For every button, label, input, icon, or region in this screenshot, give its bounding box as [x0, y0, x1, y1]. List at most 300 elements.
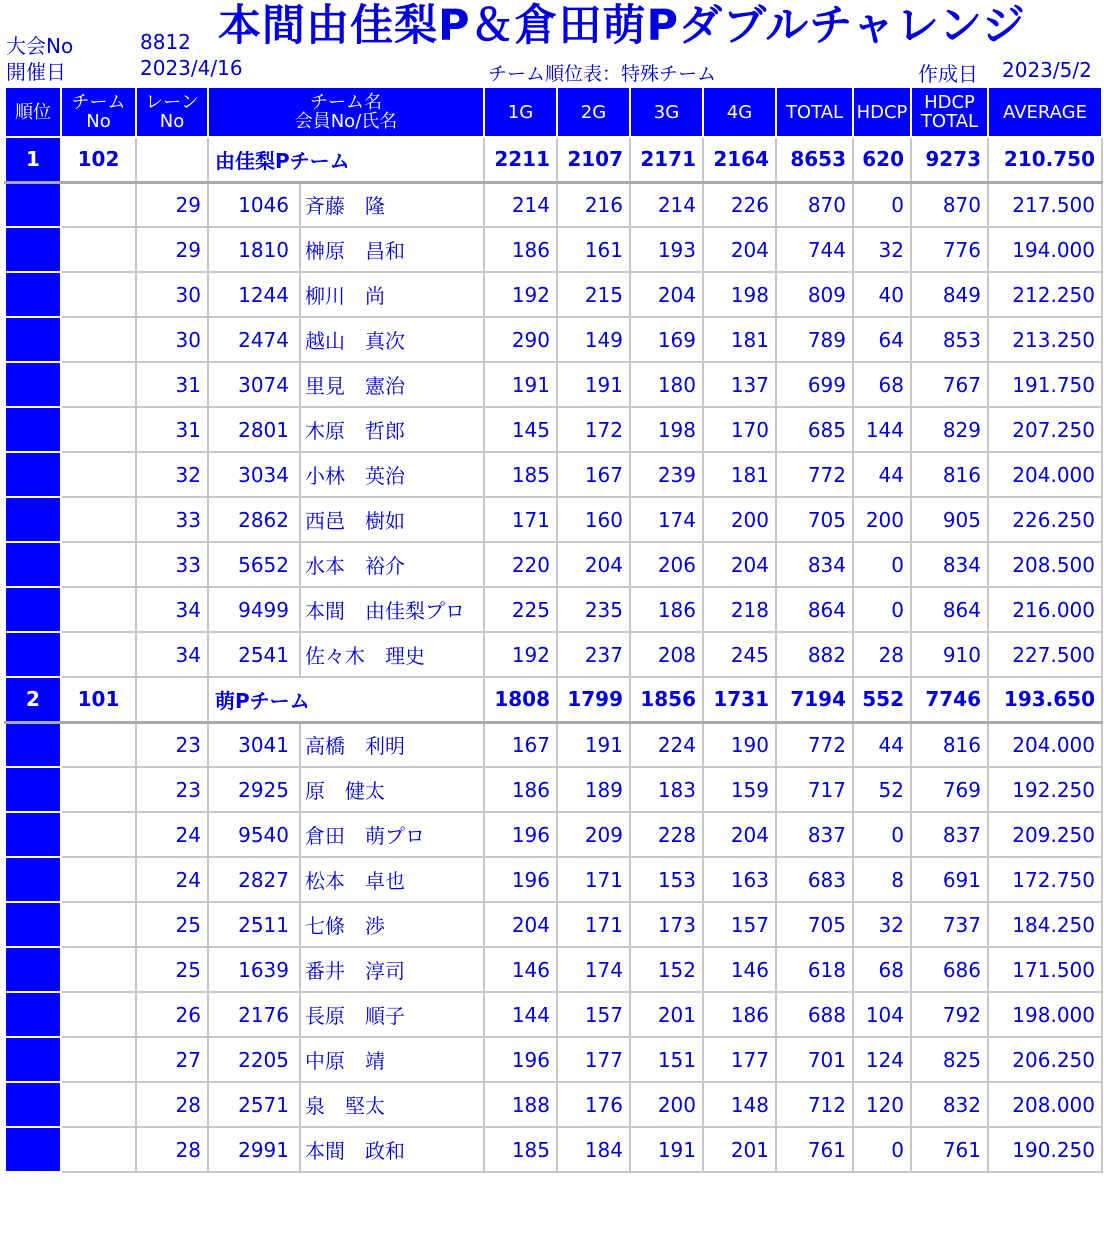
member-no-cell: 2862: [208, 497, 300, 542]
rank-cell: [5, 632, 61, 677]
lane-cell: 29: [136, 227, 208, 272]
average-cell: 226.250: [988, 497, 1102, 542]
team-no-cell: [61, 497, 136, 542]
total-cell: 834: [776, 542, 853, 587]
hdcp-cell: 32: [853, 902, 911, 947]
hdcp-cell: 32: [853, 227, 911, 272]
hdcp-cell: 144: [853, 407, 911, 452]
member-name-cell: 斉藤 隆: [300, 182, 484, 227]
total-cell: 809: [776, 272, 853, 317]
lane-cell: 25: [136, 902, 208, 947]
g3-cell: 191: [630, 1127, 703, 1172]
member-row: [5, 407, 1102, 452]
lane-cell: 24: [136, 812, 208, 857]
col-total: TOTAL: [776, 87, 853, 137]
member-no-cell: 2474: [208, 317, 300, 362]
hdcp-total-cell: 816: [911, 452, 988, 497]
rank-cell: [5, 227, 61, 272]
lane-cell: 28: [136, 1082, 208, 1127]
average-cell: 192.250: [988, 767, 1102, 812]
col-lane-no: レーン No: [136, 87, 208, 137]
g3-cell: 224: [630, 722, 703, 767]
member-no-cell: 1810: [208, 227, 300, 272]
member-name-cell: 水本 裕介: [300, 542, 484, 587]
standings-table: [4, 86, 1103, 1173]
lane-cell: 23: [136, 767, 208, 812]
member-name-cell: 里見 憲治: [300, 362, 484, 407]
g4-cell: 190: [703, 722, 776, 767]
member-row: [5, 452, 1102, 497]
hdcp-cell: 52: [853, 767, 911, 812]
g3-cell: 239: [630, 452, 703, 497]
member-name-cell: 越山 真次: [300, 317, 484, 362]
standings-body: [5, 137, 1102, 1172]
rank-cell: [5, 272, 61, 317]
member-name-cell: 倉田 萌プロ: [300, 812, 484, 857]
col-rank: 順位: [5, 87, 61, 137]
hdcp-total-cell: 761: [911, 1127, 988, 1172]
total-cell: 882: [776, 632, 853, 677]
g2-cell: 176: [557, 1082, 630, 1127]
average-cell: 204.000: [988, 452, 1102, 497]
team-no-cell: [61, 362, 136, 407]
hdcp-cell: 40: [853, 272, 911, 317]
col-hdcp: HDCP: [853, 87, 911, 137]
g4-cell: 157: [703, 902, 776, 947]
average-cell: 172.750: [988, 857, 1102, 902]
member-name-cell: 原 健太: [300, 767, 484, 812]
rank-cell: [5, 587, 61, 632]
team-no-cell: [61, 632, 136, 677]
team-no-cell: [61, 542, 136, 587]
member-no-cell: 3041: [208, 722, 300, 767]
g3-cell: 153: [630, 857, 703, 902]
member-name-cell: 中原 靖: [300, 1037, 484, 1082]
average-cell: 207.250: [988, 407, 1102, 452]
g1-cell: 185: [484, 452, 557, 497]
member-no-cell: 5652: [208, 542, 300, 587]
g4-cell: 200: [703, 497, 776, 542]
team-no-cell: [61, 182, 136, 227]
rank-cell: 1: [5, 137, 61, 182]
average-cell: 227.500: [988, 632, 1102, 677]
date-label: 開催日: [6, 60, 66, 84]
total-cell: 789: [776, 317, 853, 362]
page-title: 本間由佳梨P＆倉田萌Pダブルチャレンジ: [218, 1, 1026, 51]
g2-cell: 171: [557, 857, 630, 902]
col-g3: 3G: [630, 87, 703, 137]
hdcp-total-cell: 853: [911, 317, 988, 362]
rank-cell: [5, 542, 61, 587]
member-name-cell: 長原 順子: [300, 992, 484, 1037]
g2-cell: 191: [557, 362, 630, 407]
team-no-cell: [61, 722, 136, 767]
g4-cell: 245: [703, 632, 776, 677]
g4-cell: 159: [703, 767, 776, 812]
total-cell: 705: [776, 497, 853, 542]
g4-cell: 186: [703, 992, 776, 1037]
g1-cell: 167: [484, 722, 557, 767]
lane-cell: 31: [136, 362, 208, 407]
member-name-cell: 柳川 尚: [300, 272, 484, 317]
g1-cell: 225: [484, 587, 557, 632]
g3-cell: 186: [630, 587, 703, 632]
g3-cell: 173: [630, 902, 703, 947]
team-no-cell: [61, 1037, 136, 1082]
total-cell: 618: [776, 947, 853, 992]
g1-cell: 192: [484, 632, 557, 677]
member-row: [5, 227, 1102, 272]
hdcp-total-cell: 816: [911, 722, 988, 767]
g3-cell: 200: [630, 1082, 703, 1127]
col-g1: 1G: [484, 87, 557, 137]
member-no-cell: 2801: [208, 407, 300, 452]
member-row: [5, 767, 1102, 812]
hdcp-total-cell: 834: [911, 542, 988, 587]
g1-cell: 1808: [484, 677, 557, 722]
col-hdcp-total: HDCP TOTAL: [911, 87, 988, 137]
g2-cell: 157: [557, 992, 630, 1037]
g3-cell: 152: [630, 947, 703, 992]
lane-cell: 31: [136, 407, 208, 452]
team-no-cell: [61, 857, 136, 902]
hdcp-total-cell: 686: [911, 947, 988, 992]
total-cell: 870: [776, 182, 853, 227]
rank-cell: [5, 182, 61, 227]
g4-cell: 181: [703, 452, 776, 497]
hdcp-cell: 68: [853, 947, 911, 992]
member-name-cell: 松本 卓也: [300, 857, 484, 902]
hdcp-cell: 68: [853, 362, 911, 407]
total-cell: 685: [776, 407, 853, 452]
team-name-cell: 由佳梨Pチーム: [208, 137, 484, 182]
member-name-cell: 小林 英治: [300, 452, 484, 497]
hdcp-cell: 124: [853, 1037, 911, 1082]
total-cell: 837: [776, 812, 853, 857]
hdcp-total-cell: 837: [911, 812, 988, 857]
rank-cell: [5, 362, 61, 407]
g2-cell: 174: [557, 947, 630, 992]
g1-cell: 196: [484, 857, 557, 902]
subtitle: チーム順位表：特殊チーム: [488, 63, 717, 85]
member-name-cell: 番井 淳司: [300, 947, 484, 992]
hdcp-total-cell: 9273: [911, 137, 988, 182]
lane-cell: 24: [136, 857, 208, 902]
lane-cell: [136, 677, 208, 722]
g2-cell: 215: [557, 272, 630, 317]
col-g2: 2G: [557, 87, 630, 137]
g4-cell: 163: [703, 857, 776, 902]
rank-cell: [5, 497, 61, 542]
g2-cell: 235: [557, 587, 630, 632]
member-row: [5, 857, 1102, 902]
member-name-cell: 七條 渉: [300, 902, 484, 947]
member-row: [5, 947, 1102, 992]
member-no-cell: 2827: [208, 857, 300, 902]
member-row: [5, 1127, 1102, 1172]
g1-cell: 214: [484, 182, 557, 227]
hdcp-total-cell: 910: [911, 632, 988, 677]
g2-cell: 167: [557, 452, 630, 497]
team-no-cell: [61, 902, 136, 947]
g3-cell: 208: [630, 632, 703, 677]
g2-cell: 216: [557, 182, 630, 227]
g2-cell: 177: [557, 1037, 630, 1082]
g1-cell: 186: [484, 227, 557, 272]
team-no-cell: [61, 767, 136, 812]
team-no-cell: [61, 947, 136, 992]
g4-cell: 177: [703, 1037, 776, 1082]
member-row: [5, 542, 1102, 587]
col-average: AVERAGE: [988, 87, 1102, 137]
member-row: [5, 992, 1102, 1037]
g1-cell: 188: [484, 1082, 557, 1127]
rank-cell: [5, 857, 61, 902]
team-no-cell: [61, 407, 136, 452]
average-cell: 194.000: [988, 227, 1102, 272]
member-row: [5, 362, 1102, 407]
g3-cell: 193: [630, 227, 703, 272]
g1-cell: 196: [484, 812, 557, 857]
col-team-no: チーム No: [61, 87, 136, 137]
g1-cell: 186: [484, 767, 557, 812]
member-no-cell: 9499: [208, 587, 300, 632]
g2-cell: 191: [557, 722, 630, 767]
team-no-cell: 102: [61, 137, 136, 182]
g2-cell: 160: [557, 497, 630, 542]
member-row: [5, 497, 1102, 542]
hdcp-cell: 0: [853, 587, 911, 632]
total-cell: 772: [776, 722, 853, 767]
rank-cell: [5, 902, 61, 947]
member-no-cell: 2205: [208, 1037, 300, 1082]
member-row: [5, 722, 1102, 767]
average-cell: 208.000: [988, 1082, 1102, 1127]
lane-cell: 32: [136, 452, 208, 497]
lane-cell: 33: [136, 542, 208, 587]
hdcp-cell: 44: [853, 722, 911, 767]
average-cell: 206.250: [988, 1037, 1102, 1082]
hdcp-cell: 28: [853, 632, 911, 677]
g4-cell: 226: [703, 182, 776, 227]
rank-cell: [5, 407, 61, 452]
g1-cell: 290: [484, 317, 557, 362]
total-cell: 705: [776, 902, 853, 947]
rank-cell: [5, 722, 61, 767]
average-cell: 204.000: [988, 722, 1102, 767]
hdcp-total-cell: 769: [911, 767, 988, 812]
g3-cell: 2171: [630, 137, 703, 182]
g1-cell: 146: [484, 947, 557, 992]
col-name: チーム名 会員No/氏名: [208, 87, 484, 137]
hdcp-cell: 120: [853, 1082, 911, 1127]
g2-cell: 209: [557, 812, 630, 857]
g4-cell: 170: [703, 407, 776, 452]
header-row: [5, 87, 1102, 137]
hdcp-cell: 44: [853, 452, 911, 497]
total-cell: 688: [776, 992, 853, 1037]
g4-cell: 201: [703, 1127, 776, 1172]
team-no-cell: [61, 272, 136, 317]
hdcp-total-cell: 832: [911, 1082, 988, 1127]
total-cell: 761: [776, 1127, 853, 1172]
member-no-cell: 2541: [208, 632, 300, 677]
event-date: 2023/4/16: [140, 56, 243, 80]
g2-cell: 161: [557, 227, 630, 272]
average-cell: 216.000: [988, 587, 1102, 632]
member-name-cell: 泉 堅太: [300, 1082, 484, 1127]
rank-cell: [5, 317, 61, 362]
member-row: [5, 632, 1102, 677]
hdcp-cell: 0: [853, 812, 911, 857]
average-cell: 184.250: [988, 902, 1102, 947]
hdcp-cell: 104: [853, 992, 911, 1037]
team-no-cell: [61, 812, 136, 857]
g1-cell: 191: [484, 362, 557, 407]
member-row: [5, 1037, 1102, 1082]
total-cell: 717: [776, 767, 853, 812]
hdcp-cell: 8: [853, 857, 911, 902]
total-cell: 864: [776, 587, 853, 632]
hdcp-total-cell: 825: [911, 1037, 988, 1082]
average-cell: 193.650: [988, 677, 1102, 722]
total-cell: 744: [776, 227, 853, 272]
hdcp-total-cell: 792: [911, 992, 988, 1037]
rank-cell: [5, 767, 61, 812]
team-name-cell: 萌Pチーム: [208, 677, 484, 722]
member-no-cell: 2571: [208, 1082, 300, 1127]
lane-cell: 29: [136, 182, 208, 227]
taikai-no: 8812: [140, 30, 191, 54]
rank-cell: [5, 947, 61, 992]
g3-cell: 174: [630, 497, 703, 542]
rank-cell: [5, 812, 61, 857]
g4-cell: 204: [703, 227, 776, 272]
average-cell: 213.250: [988, 317, 1102, 362]
hdcp-cell: 64: [853, 317, 911, 362]
hdcp-total-cell: 905: [911, 497, 988, 542]
lane-cell: 30: [136, 317, 208, 362]
average-cell: 217.500: [988, 182, 1102, 227]
member-no-cell: 3074: [208, 362, 300, 407]
member-no-cell: 2176: [208, 992, 300, 1037]
team-no-cell: 101: [61, 677, 136, 722]
rank-cell: 2: [5, 677, 61, 722]
team-no-cell: [61, 227, 136, 272]
team-no-cell: [61, 992, 136, 1037]
g4-cell: 204: [703, 812, 776, 857]
g2-cell: 184: [557, 1127, 630, 1172]
g2-cell: 2107: [557, 137, 630, 182]
g1-cell: 2211: [484, 137, 557, 182]
member-name-cell: 本間 由佳梨プロ: [300, 587, 484, 632]
created-date: 2023/5/2: [1002, 58, 1092, 82]
hdcp-total-cell: 829: [911, 407, 988, 452]
g3-cell: 1856: [630, 677, 703, 722]
g1-cell: 185: [484, 1127, 557, 1172]
average-cell: 171.500: [988, 947, 1102, 992]
g4-cell: 181: [703, 317, 776, 362]
average-cell: 212.250: [988, 272, 1102, 317]
g2-cell: 237: [557, 632, 630, 677]
g3-cell: 201: [630, 992, 703, 1037]
g3-cell: 228: [630, 812, 703, 857]
lane-cell: 25: [136, 947, 208, 992]
team-row: [5, 677, 1102, 722]
rank-cell: [5, 992, 61, 1037]
member-no-cell: 2991: [208, 1127, 300, 1172]
member-row: [5, 902, 1102, 947]
col-g4: 4G: [703, 87, 776, 137]
g4-cell: 2164: [703, 137, 776, 182]
rank-cell: [5, 1082, 61, 1127]
member-name-cell: 榊原 昌和: [300, 227, 484, 272]
team-no-cell: [61, 317, 136, 362]
average-cell: 208.500: [988, 542, 1102, 587]
lane-cell: 33: [136, 497, 208, 542]
hdcp-total-cell: 7746: [911, 677, 988, 722]
g4-cell: 137: [703, 362, 776, 407]
member-row: [5, 272, 1102, 317]
lane-cell: 34: [136, 587, 208, 632]
total-cell: 7194: [776, 677, 853, 722]
member-no-cell: 1639: [208, 947, 300, 992]
member-row: [5, 317, 1102, 362]
g4-cell: 204: [703, 542, 776, 587]
g2-cell: 149: [557, 317, 630, 362]
member-name-cell: 高橋 利明: [300, 722, 484, 767]
lane-cell: [136, 137, 208, 182]
member-no-cell: 2925: [208, 767, 300, 812]
g2-cell: 189: [557, 767, 630, 812]
member-name-cell: 木原 哲郎: [300, 407, 484, 452]
rank-cell: [5, 1037, 61, 1082]
member-no-cell: 1244: [208, 272, 300, 317]
g3-cell: 198: [630, 407, 703, 452]
lane-cell: 26: [136, 992, 208, 1037]
total-cell: 8653: [776, 137, 853, 182]
team-no-cell: [61, 1082, 136, 1127]
g1-cell: 171: [484, 497, 557, 542]
hdcp-cell: 0: [853, 542, 911, 587]
total-cell: 772: [776, 452, 853, 497]
hdcp-total-cell: 870: [911, 182, 988, 227]
member-name-cell: 佐々木 理史: [300, 632, 484, 677]
g1-cell: 145: [484, 407, 557, 452]
taikai-label: 大会No: [6, 34, 74, 58]
g1-cell: 196: [484, 1037, 557, 1082]
hdcp-total-cell: 776: [911, 227, 988, 272]
rank-cell: [5, 452, 61, 497]
average-cell: 209.250: [988, 812, 1102, 857]
g3-cell: 204: [630, 272, 703, 317]
lane-cell: 28: [136, 1127, 208, 1172]
hdcp-cell: 0: [853, 1127, 911, 1172]
member-row: [5, 1082, 1102, 1127]
g3-cell: 214: [630, 182, 703, 227]
g3-cell: 169: [630, 317, 703, 362]
total-cell: 712: [776, 1082, 853, 1127]
hdcp-cell: 620: [853, 137, 911, 182]
hdcp-cell: 200: [853, 497, 911, 542]
member-no-cell: 3034: [208, 452, 300, 497]
hdcp-total-cell: 767: [911, 362, 988, 407]
g1-cell: 192: [484, 272, 557, 317]
total-cell: 683: [776, 857, 853, 902]
g1-cell: 204: [484, 902, 557, 947]
team-no-cell: [61, 452, 136, 497]
team-no-cell: [61, 587, 136, 632]
